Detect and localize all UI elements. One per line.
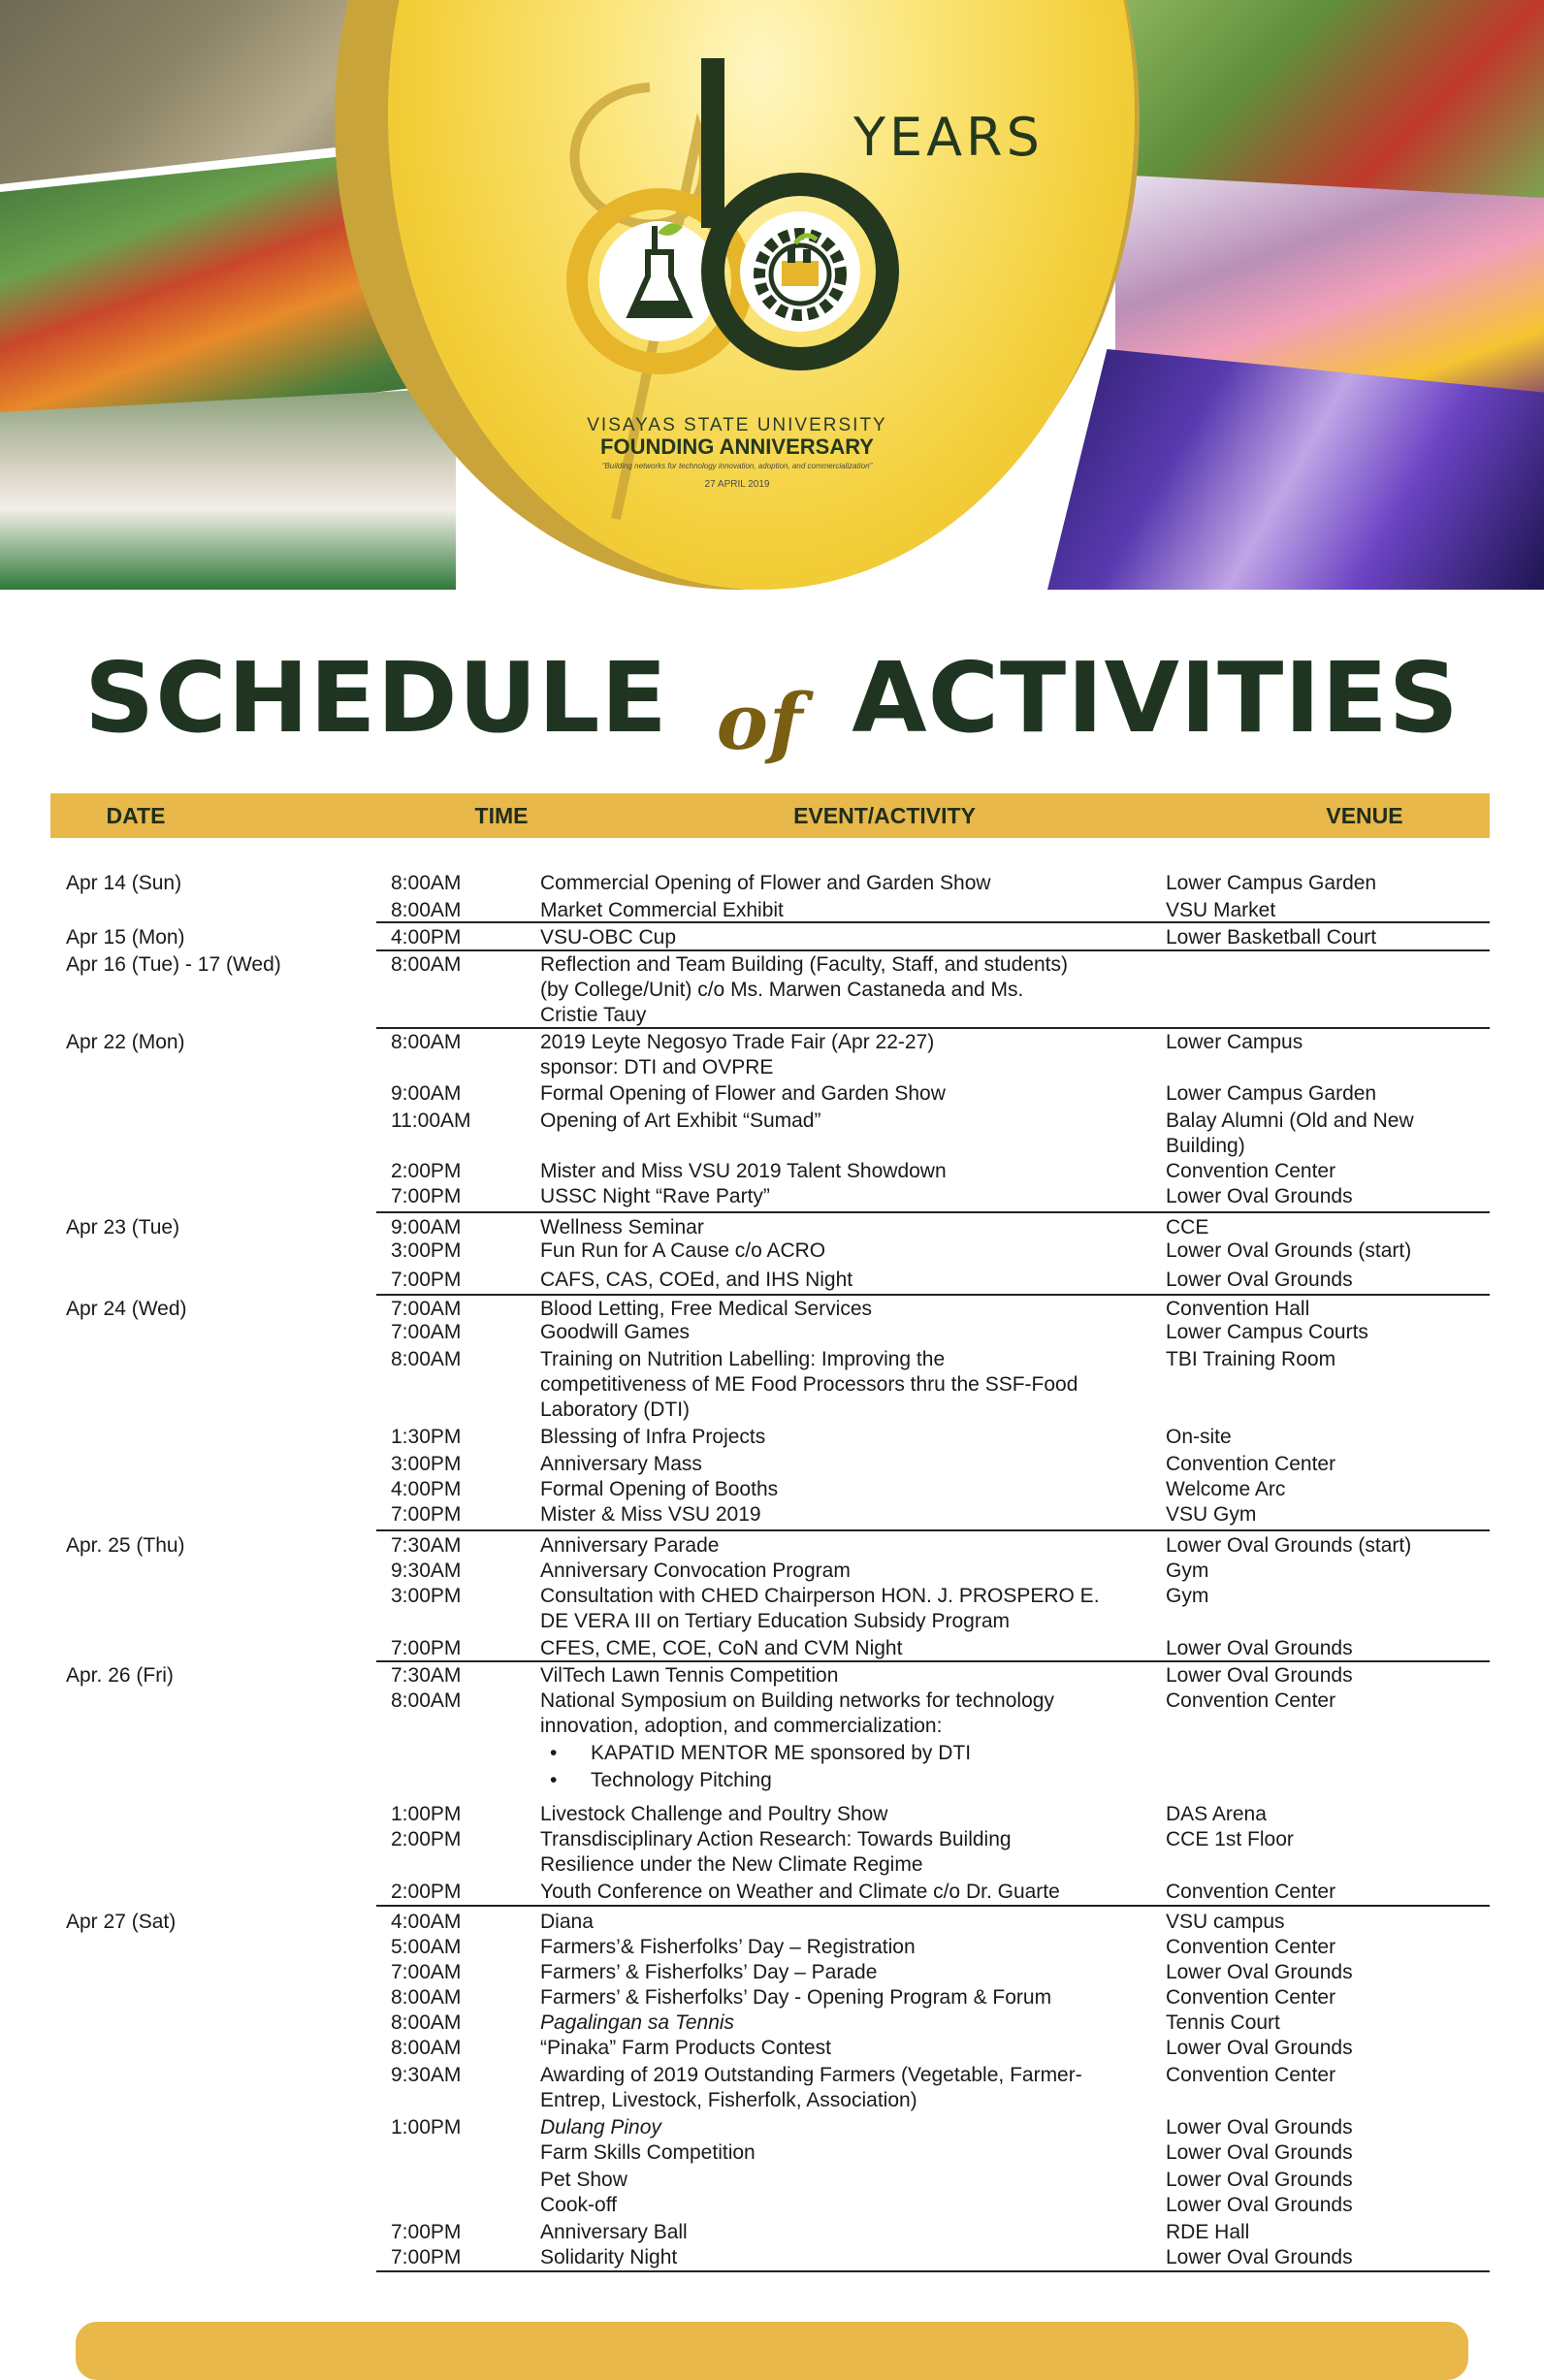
cell-time: 7:00AM	[391, 1321, 462, 1343]
cell-event: Market Commercial Exhibit	[540, 899, 784, 921]
logo-university-name: VISAYAS STATE UNIVERSITY	[587, 415, 887, 435]
cell-event: Opening of Art Exhibit “Sumad”	[540, 1110, 821, 1132]
logo-event-name: FOUNDING ANNIVERSARY	[600, 434, 874, 459]
cell-time: 1:30PM	[391, 1426, 462, 1448]
cell-event: Formal Opening of Booths	[540, 1478, 779, 1500]
cell-event: Commercial Opening of Flower and Garden Show	[540, 872, 991, 894]
cell-venue: Lower Oval Grounds	[1166, 1637, 1353, 1659]
cell-time: 3:00PM	[391, 1585, 462, 1607]
cell-event: Mister and Miss VSU 2019 Talent Showdown	[540, 1160, 947, 1182]
cell-time: 8:00AM	[391, 899, 462, 921]
cell-event: Anniversary Ball	[540, 2221, 688, 2243]
cell-event: Training on Nutrition Labelling: Improving the	[540, 1348, 946, 1370]
cell-venue: Lower Oval Grounds	[1166, 1664, 1353, 1687]
cell-event: Farm Skills Competition	[540, 2141, 756, 2164]
cell-event: National Symposium on Building networks for technology	[540, 1689, 1054, 1712]
cell-date: Apr. 26 (Fri)	[66, 1664, 174, 1687]
cell-time: 7:00AM	[391, 1298, 462, 1320]
cell-time: 7:00PM	[391, 1185, 462, 1207]
cell-venue: Lower Campus Courts	[1166, 1321, 1368, 1343]
cell-event: competitiveness of ME Food Processors thru the SSF-Food	[540, 1373, 1078, 1396]
cell-venue: Tennis Court	[1166, 2011, 1280, 2034]
cell-time: 9:00AM	[391, 1082, 462, 1105]
column-header-date: DATE	[106, 803, 166, 828]
cell-time: 7:00AM	[391, 1961, 462, 1983]
cell-venue: CCE	[1166, 1216, 1209, 1238]
cell-time: 4:00PM	[391, 1478, 462, 1500]
cell-event: CFES, CME, COE, CoN and CVM Night	[540, 1637, 903, 1659]
cell-event: Diana	[540, 1911, 594, 1933]
cell-venue: VSU campus	[1166, 1911, 1285, 1933]
cell-venue: On-site	[1166, 1426, 1232, 1448]
cell-event: VSU-OBC Cup	[540, 926, 677, 949]
cell-time: 2:00PM	[391, 1160, 462, 1182]
cell-venue: Lower Campus Garden	[1166, 1082, 1377, 1105]
cell-event: Youth Conference on Weather and Climate c/o Dr. Guarte	[540, 1881, 1060, 1903]
cell-venue: Lower Basketball Court	[1166, 926, 1377, 949]
cell-venue: Convention Center	[1166, 1936, 1336, 1958]
cell-time: 7:00PM	[391, 1269, 462, 1291]
cell-event: CAFS, CAS, COEd, and IHS Night	[540, 1269, 853, 1291]
cell-event: Entrep, Livestock, Fisherfolk, Association)	[540, 2089, 917, 2111]
cell-event: Anniversary Parade	[540, 1534, 720, 1557]
cell-time: 9:00AM	[391, 1216, 462, 1238]
cell-time: 7:30AM	[391, 1664, 462, 1687]
cell-venue: Balay Alumni (Old and New	[1166, 1110, 1414, 1132]
cell-date: Apr. 25 (Thu)	[66, 1534, 185, 1557]
cell-event: Laboratory (DTI)	[540, 1399, 691, 1421]
cell-date: Apr 16 (Tue) - 17 (Wed)	[66, 953, 281, 976]
cell-venue: Lower Campus	[1166, 1031, 1303, 1053]
cell-event: Resilience under the New Climate Regime	[540, 1853, 923, 1876]
row-divider	[376, 949, 1490, 951]
cell-time: 8:00AM	[391, 1689, 462, 1712]
cell-venue: Lower Oval Grounds	[1166, 2246, 1353, 2268]
row-divider	[376, 1529, 1490, 1531]
title-part-activities: ACTIVITIES	[852, 641, 1460, 755]
cell-event: Farmers’ & Fisherfolks’ Day – Parade	[540, 1961, 878, 1983]
cell-venue: RDE Hall	[1166, 2221, 1250, 2243]
cell-event: Cook-off	[540, 2194, 617, 2216]
row-divider	[376, 1211, 1490, 1213]
cell-event: Solidarity Night	[540, 2246, 678, 2268]
cell-time: 3:00PM	[391, 1239, 462, 1262]
cell-venue: Lower Oval Grounds	[1166, 1269, 1353, 1291]
cell-venue: Lower Oval Grounds	[1166, 2194, 1353, 2216]
cell-time: 9:30AM	[391, 2064, 462, 2086]
row-divider	[376, 1294, 1490, 1296]
cell-event: Anniversary Mass	[540, 1453, 702, 1475]
cell-time: 3:00PM	[391, 1453, 462, 1475]
logo-tagline: "Building networks for technology innovation, adoption, and commercialization"	[601, 462, 873, 470]
cell-venue: TBI Training Room	[1166, 1348, 1336, 1370]
cell-venue: Lower Oval Grounds	[1166, 1961, 1353, 1983]
title-part-schedule: SCHEDULE	[84, 641, 668, 755]
cell-event: Consultation with CHED Chairperson HON. J. PROSPERO E.	[540, 1585, 1100, 1607]
row-divider	[376, 1660, 1490, 1662]
cell-venue: Gym	[1166, 1585, 1209, 1607]
row-divider	[376, 2270, 1490, 2272]
column-header-event: EVENT/ACTIVITY	[793, 803, 976, 828]
cell-event: VilTech Lawn Tennis Competition	[540, 1664, 839, 1687]
bullet-item: KAPATID MENTOR ME sponsored by DTI	[591, 1742, 972, 1764]
cell-date: Apr 15 (Mon)	[66, 926, 185, 949]
cell-event: 2019 Leyte Negosyo Trade Fair (Apr 22-27)	[540, 1031, 935, 1053]
cell-time: 8:00AM	[391, 953, 462, 976]
cell-time: 7:30AM	[391, 1534, 462, 1557]
logo-years-text: YEARS	[853, 107, 1044, 168]
cell-time: 8:00AM	[391, 1986, 462, 2009]
cell-event: (by College/Unit) c/o Ms. Marwen Castaneda and Ms.	[540, 979, 1024, 1001]
cell-event: Pagalingan sa Tennis	[540, 2011, 735, 2034]
cell-venue: CCE 1st Floor	[1166, 1828, 1294, 1850]
cell-event: Pet Show	[540, 2169, 627, 2191]
cell-event: Farmers’& Fisherfolks’ Day – Registration	[540, 1936, 916, 1958]
cell-time: 8:00AM	[391, 2011, 462, 2034]
cell-event: Reflection and Team Building (Faculty, Staff, and students)	[540, 953, 1068, 976]
cell-time: 11:00AM	[391, 1110, 471, 1132]
cell-date: Apr 23 (Tue)	[66, 1216, 180, 1238]
cell-date: Apr 22 (Mon)	[66, 1031, 185, 1053]
cell-time: 7:00PM	[391, 2246, 462, 2268]
bullet-icon: •	[550, 1742, 558, 1764]
cell-event: Livestock Challenge and Poultry Show	[540, 1803, 888, 1825]
cell-time: 2:00PM	[391, 1828, 462, 1850]
cell-event: Mister & Miss VSU 2019	[540, 1503, 761, 1526]
cell-time: 8:00AM	[391, 2037, 462, 2059]
cell-event: Blood Letting, Free Medical Services	[540, 1298, 872, 1320]
cell-venue: Building)	[1166, 1135, 1245, 1157]
cell-time: 2:00PM	[391, 1881, 462, 1903]
title-of: of	[716, 676, 804, 767]
cell-time: 5:00AM	[391, 1936, 462, 1958]
cell-venue: Lower Oval Grounds	[1166, 2037, 1353, 2059]
cell-venue: Lower Oval Grounds (start)	[1166, 1239, 1412, 1262]
bullet-icon: •	[550, 1769, 558, 1791]
cell-event: Cristie Tauy	[540, 1004, 647, 1026]
cell-event: Goodwill Games	[540, 1321, 691, 1343]
cell-event: “Pinaka” Farm Products Contest	[540, 2037, 831, 2059]
bullet-item: Technology Pitching	[591, 1769, 772, 1791]
cell-date: Apr 27 (Sat)	[66, 1911, 177, 1933]
cell-venue: Convention Center	[1166, 1453, 1336, 1475]
cell-venue: VSU Gym	[1166, 1503, 1257, 1526]
cell-time: 7:00PM	[391, 2221, 462, 2243]
cell-event: Awarding of 2019 Outstanding Farmers (Vegetable, Farmer-	[540, 2064, 1082, 2086]
cell-venue: Convention Hall	[1166, 1298, 1310, 1320]
cell-venue: DAS Arena	[1166, 1803, 1267, 1825]
cell-event: Farmers’ & Fisherfolks’ Day - Opening Program & Forum	[540, 1986, 1052, 2009]
column-header-time: TIME	[474, 803, 529, 828]
row-divider	[376, 1905, 1490, 1907]
cell-venue: Gym	[1166, 1560, 1209, 1582]
cell-event: Anniversary Convocation Program	[540, 1560, 851, 1582]
cell-venue: Convention Center	[1166, 1881, 1336, 1903]
footer-bar	[76, 2322, 1468, 2380]
cell-venue: Convention Center	[1166, 1986, 1336, 2009]
cell-venue: Lower Oval Grounds	[1166, 2169, 1353, 2191]
cell-time: 1:00PM	[391, 1803, 462, 1825]
cell-venue: Lower Oval Grounds	[1166, 1185, 1353, 1207]
logo-date: 27 APRIL 2019	[704, 479, 770, 490]
cell-time: 7:00PM	[391, 1637, 462, 1659]
cell-venue: Convention Center	[1166, 1160, 1336, 1182]
cell-event: DE VERA III on Tertiary Education Subsidy Program	[540, 1610, 1011, 1632]
cell-time: 1:00PM	[391, 2116, 462, 2139]
cell-venue: Welcome Arc	[1166, 1478, 1286, 1500]
cell-event: Fun Run for A Cause c/o ACRO	[540, 1239, 826, 1262]
cell-time: 7:00PM	[391, 1503, 462, 1526]
cell-time: 8:00AM	[391, 1348, 462, 1370]
cell-event: USSC Night “Rave Party”	[540, 1185, 770, 1207]
cell-date: Apr 24 (Wed)	[66, 1298, 187, 1320]
cell-event: Dulang Pinoy	[540, 2116, 661, 2139]
row-divider	[376, 1027, 1490, 1029]
cell-venue: Convention Center	[1166, 2064, 1336, 2086]
cell-event: innovation, adoption, and commercialization:	[540, 1715, 943, 1737]
cell-venue: VSU Market	[1166, 899, 1276, 921]
cell-event: Wellness Seminar	[540, 1216, 704, 1238]
cell-time: 4:00PM	[391, 926, 462, 949]
cell-time: 8:00AM	[391, 1031, 462, 1053]
cell-time: 4:00AM	[391, 1911, 462, 1933]
cell-event: Formal Opening of Flower and Garden Show	[540, 1082, 946, 1105]
cell-venue: Lower Oval Grounds	[1166, 2116, 1353, 2139]
column-header-venue: VENUE	[1326, 803, 1403, 828]
cell-venue: Convention Center	[1166, 1689, 1336, 1712]
row-divider	[376, 921, 1490, 923]
cell-time: 8:00AM	[391, 872, 462, 894]
cell-event: Transdisciplinary Action Research: Towards Building	[540, 1828, 1012, 1850]
cell-date: Apr 14 (Sun)	[66, 872, 182, 894]
cell-time: 9:30AM	[391, 1560, 462, 1582]
cell-venue: Lower Campus Garden	[1166, 872, 1377, 894]
cell-venue: Lower Oval Grounds (start)	[1166, 1534, 1412, 1557]
cell-event: sponsor: DTI and OVPRE	[540, 1056, 774, 1078]
cell-event: Blessing of Infra Projects	[540, 1426, 766, 1448]
cell-venue: Lower Oval Grounds	[1166, 2141, 1353, 2164]
